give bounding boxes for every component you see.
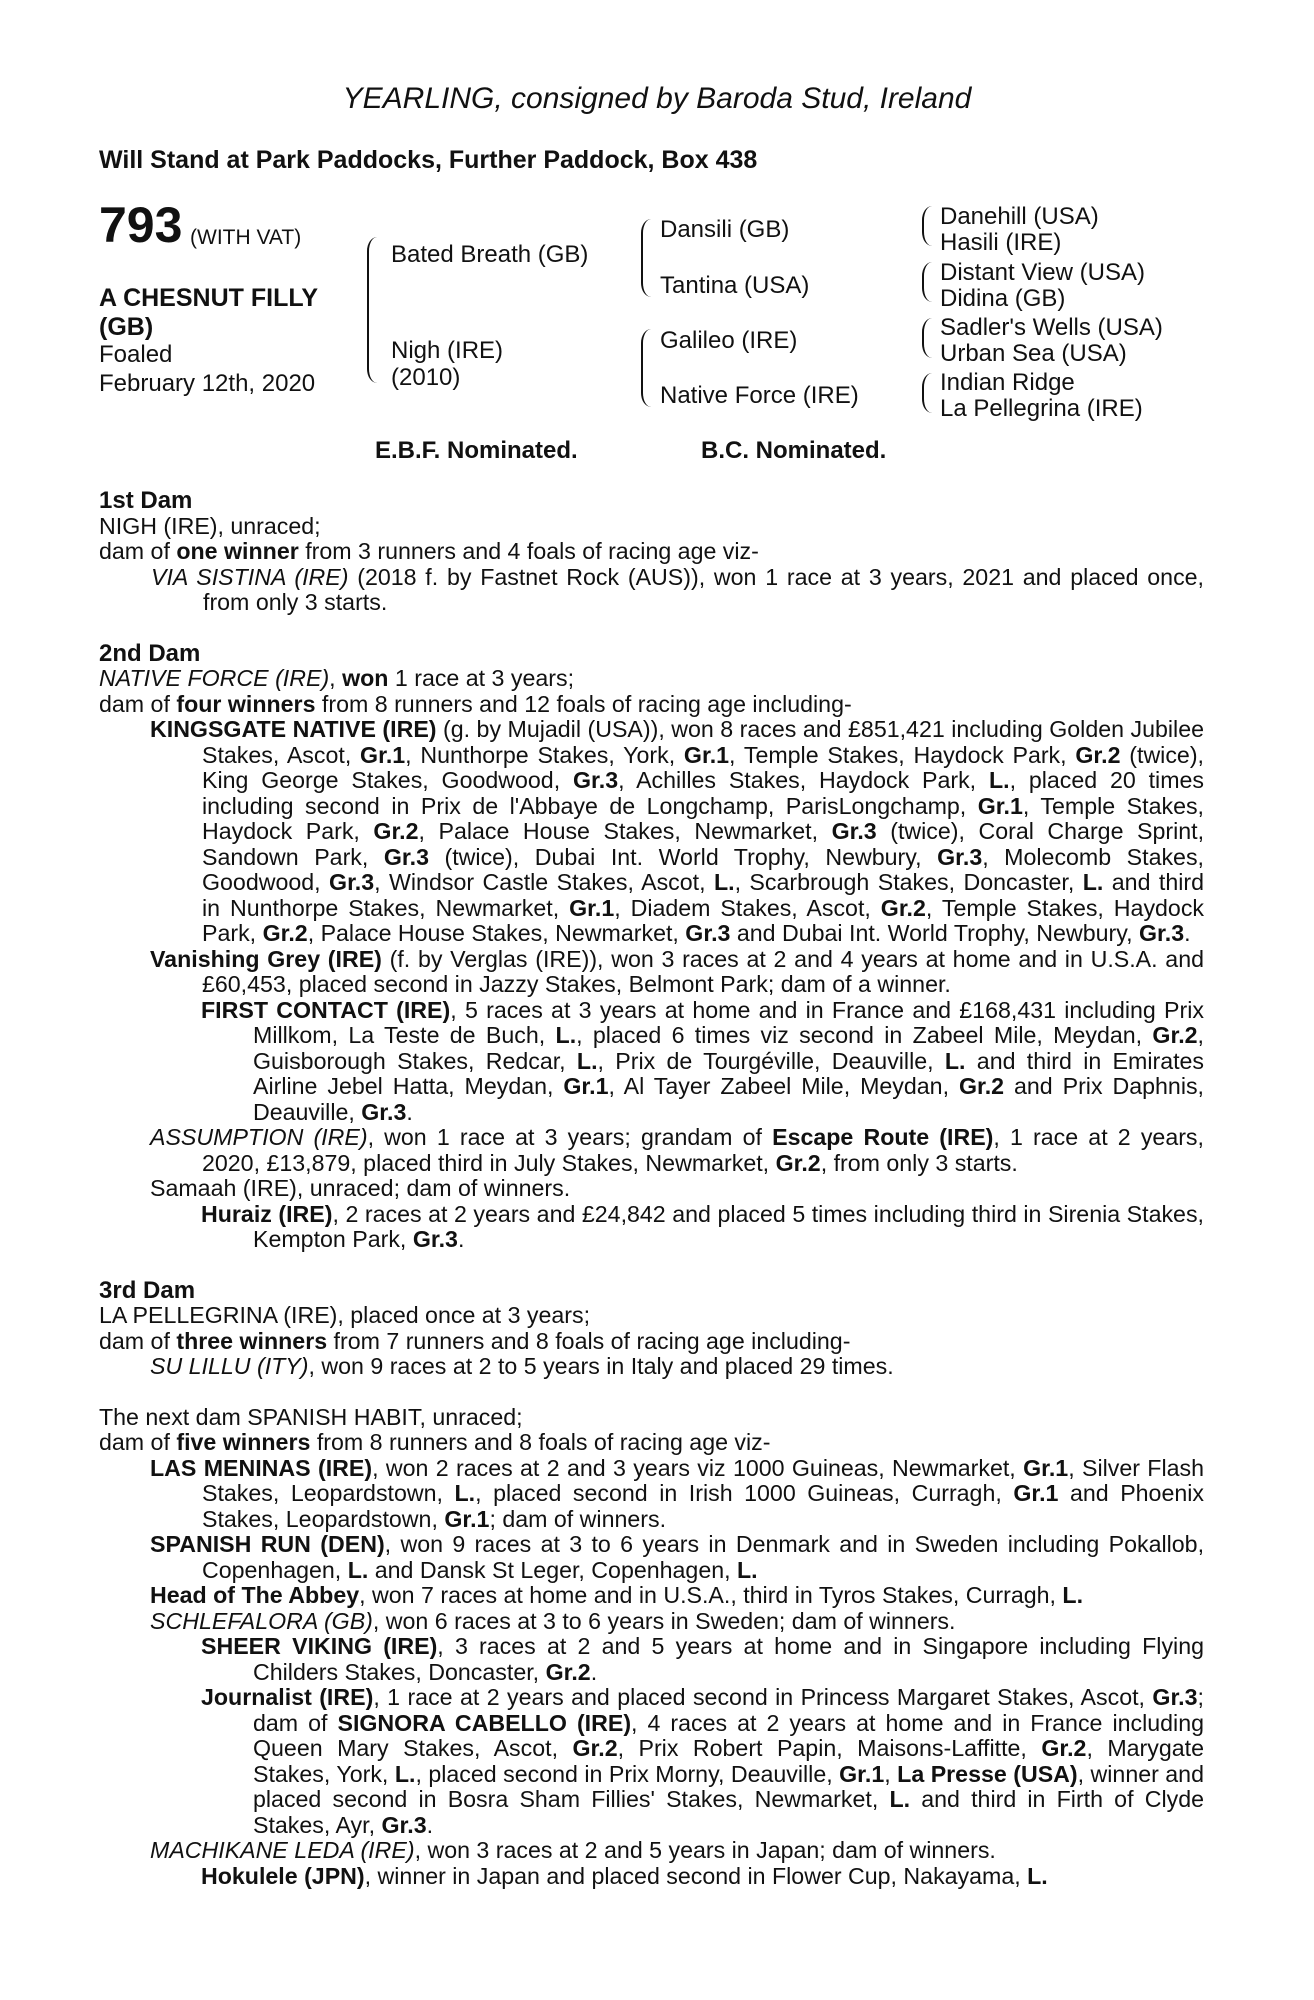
next-dam-line: The next dam SPANISH HABIT, unraced;	[99, 1403, 523, 1430]
catalogue-body	[99, 488, 1204, 1889]
pedigree-g2: Hasili (IRE)	[940, 229, 1062, 256]
next-dam-produce-line: dam of five winners from 8 runners and 8 foals of racing age viz-	[99, 1429, 771, 1455]
pedigree-g8: La Pellegrina (IRE)	[940, 395, 1143, 422]
pedigree-g5: Sadler's Wells (USA)	[940, 314, 1163, 341]
offspring-entry-head-of-the-abbey: Head of The Abbey, won 7 races at home and in U.S.A., third in Tyros Stakes, Curragh, L.	[150, 1582, 1084, 1608]
offspring-entry-las-meninas: LAS MENINAS (IRE), won 2 races at 2 and 3 years viz 1000 Guineas, Newmarket, Gr.1, Silver Flash Stakes, Leopardstown, L., placed second in Irish 1000 Guineas, Curragh, Gr.1 and Phoenix Stakes, Leopardstown, Gr.1; dam of winners.	[150, 1454, 1205, 1532]
foaled-label: Foaled	[99, 341, 173, 368]
pedigree-sire: Bated Breath (GB)	[391, 241, 589, 268]
offspring-entry-samaah: Samaah (IRE), unraced; dam of winners.	[150, 1175, 571, 1201]
foaled-date: February 12th, 2020	[99, 370, 316, 397]
offspring-entry-schlefalora: SCHLEFALORA (GB), won 6 races at 3 to 6 years in Sweden; dam of winners.	[150, 1607, 956, 1634]
brace	[641, 219, 653, 297]
brace	[641, 329, 653, 407]
brace	[367, 237, 379, 383]
lot-description	[99, 284, 318, 342]
offspring-entry-sheer-viking: SHEER VIKING (IRE), 3 races at 2 and 5 years at home and in Singapore including Flying Childers Stakes, Doncaster, Gr.2.	[201, 1633, 1204, 1685]
first-dam-heading: 1st Dam	[99, 487, 193, 514]
lot-name-line2: (GB)	[99, 313, 154, 341]
third-dam-heading: 3rd Dam	[99, 1276, 196, 1304]
pedigree-g3: Distant View (USA)	[940, 259, 1145, 286]
pedigree-dam-sire: Galileo (IRE)	[660, 327, 798, 354]
offspring-entry-first-contact: FIRST CONTACT (IRE), 5 races at 3 years at home and in France and £168,431 including Prix Millkom, La Teste de Buch, L., placed 6 times viz second in Zabeel Mile, Meydan, Gr.2, Guisborough Stakes, Redcar, L., Prix de Tourgéville, Deauville, L. and third in Emirates Airline Jebel Hatta, Meydan, Gr.1, Al Tayer Zabeel Mile, Meydan, Gr.2 and Prix Daphnis, Deauville, Gr.3.	[201, 996, 1205, 1125]
third-dam-line: LA PELLEGRINA (IRE), placed once at 3 years;	[99, 1302, 591, 1328]
pedigree-g1: Danehill (USA)	[940, 203, 1099, 230]
offspring-entry-su-lillu: SU LILLU (ITY), won 9 races at 2 to 5 years in Italy and placed 29 times.	[150, 1353, 894, 1379]
pedigree-g6: Urban Sea (USA)	[940, 340, 1127, 367]
first-dam-line: NIGH (IRE), unraced;	[99, 512, 321, 539]
second-dam-produce-line: dam of four winners from 8 runners and 12 foals of racing age including-	[99, 690, 852, 717]
third-dam-produce-line: dam of three winners from 7 runners and 8 foals of racing age including-	[99, 1327, 851, 1354]
offspring-entry-spanish-run: SPANISH RUN (DEN), won 9 races at 3 to 6 years in Denmark and in Sweden including Pokallob, Copenhagen, L. and Dansk St Leger, Copenhagen, L.	[150, 1531, 1205, 1583]
brace	[922, 318, 934, 358]
brace	[922, 262, 934, 302]
pedigree-g4: Didina (GB)	[940, 285, 1066, 312]
offspring-entry-kingsgate-native: KINGSGATE NATIVE (IRE) (g. by Mujadil (USA)), won 8 races and £851,421 including Golden Jubilee Stakes, Ascot, Gr.1, Nunthorpe Stakes, York, Gr.1, Temple Stakes, Haydock Park, Gr.2 (twice), King George Stakes, Goodwood, Gr.3, Achilles Stakes, Haydock Park, L., placed 20 times including second in Prix de l'Abbaye de Longchamp, ParisLongchamp, Gr.1, Temple Stakes, Haydock Park, Gr.2, Palace House Stakes, Newmarket, Gr.3 (twice), Coral Charge Sprint, Sandown Park, Gr.3 (twice), Dubai Int. World Trophy, Newbury, Gr.3, Molecomb Stakes, Goodwood, Gr.3, Windsor Castle Stakes, Ascot, L., Scarbrough Stakes, Doncaster, L. and third in Nunthorpe Stakes, Newmarket, Gr.1, Diadem Stakes, Ascot, Gr.2, Temple Stakes, Haydock Park, Gr.2, Palace House Stakes, Newmarket, Gr.3 and Dubai Int. World Trophy, Newbury, Gr.3.	[150, 716, 1205, 946]
offspring-entry-hokulele: Hokulele (JPN), winner in Japan and placed second in Flower Cup, Nakayama, L.	[201, 1862, 1048, 1889]
offspring-entry-huraiz: Huraiz (IRE), 2 races at 2 years and £24,842 and placed 5 times including third in Sirenia Stakes, Kempton Park, Gr.3.	[201, 1200, 1204, 1252]
offspring-entry-machikane-leda: MACHIKANE LEDA (IRE), won 3 races at 2 and 5 years in Japan; dam of winners.	[150, 1837, 996, 1863]
bc-nomination: B.C. Nominated.	[701, 437, 887, 464]
lot-name-line1: A CHESNUT FILLY	[99, 284, 318, 312]
pedigree-dam: Nigh (IRE)	[391, 337, 504, 364]
second-dam-line: NATIVE FORCE (IRE), won 1 race at 3 years;	[99, 665, 575, 691]
pedigree-sire-sire: Dansili (GB)	[660, 216, 790, 243]
lot-number: 793	[99, 197, 183, 253]
offspring-entry-journalist: Journalist (IRE), 1 race at 2 years and placed second in Princess Margaret Stakes, Ascot, Gr.3; dam of SIGNORA CABELLO (IRE), 4 races at 2 years at home and in France including Queen Mary Stakes, Ascot, Gr.2, Prix Robert Papin, Maisons-Laffitte, Gr.2, Marygate Stakes, York, L., placed second in Prix Morny, Deauville, Gr.1, La Presse (USA), winner and placed second in Bosra Sham Fillies' Stakes, Newmarket, L. and third in Firth of Clyde Stakes, Ayr, Gr.3.	[201, 1684, 1204, 1838]
offspring-entry-assumption: ASSUMPTION (IRE), won 1 race at 3 years; grandam of Escape Route (IRE), 1 race at 2 years, 2020, £13,879, placed third in July Stakes, Newmarket, Gr.2, from only 3 starts.	[150, 1124, 1204, 1176]
vat-note: (WITH VAT)	[190, 226, 302, 249]
pedigree-sire-dam: Tantina (USA)	[660, 272, 810, 299]
foaled-info	[99, 340, 315, 398]
stand-location: Will Stand at Park Paddocks, Further Paddock, Box 438	[99, 146, 758, 174]
second-dam-heading: 2nd Dam	[99, 639, 201, 667]
brace	[922, 373, 934, 413]
brace	[922, 206, 934, 246]
offspring-entry: VIA SISTINA (IRE) (2018 f. by Fastnet Rock (AUS)), won 1 race at 3 years, 2021 and placed once, from only 3 starts.	[151, 563, 1205, 615]
offspring-entry-vanishing-grey: Vanishing Grey (IRE) (f. by Verglas (IRE)), won 3 races at 2 and 4 years at home and in U.S.A. and £60,453, placed second in Jazzy Stakes, Belmont Park; dam of a winner.	[150, 945, 1204, 997]
pedigree-dam-year: (2010)	[391, 364, 461, 391]
first-dam-produce-line: dam of one winner from 3 runners and 4 foals of racing age viz-	[99, 538, 759, 564]
pedigree-dam-dam: Native Force (IRE)	[660, 382, 859, 409]
ebf-nomination: E.B.F. Nominated.	[375, 437, 578, 464]
page-title: YEARLING, consigned by Baroda Stud, Ireland	[342, 82, 972, 115]
pedigree-g7: Indian Ridge	[940, 369, 1075, 396]
